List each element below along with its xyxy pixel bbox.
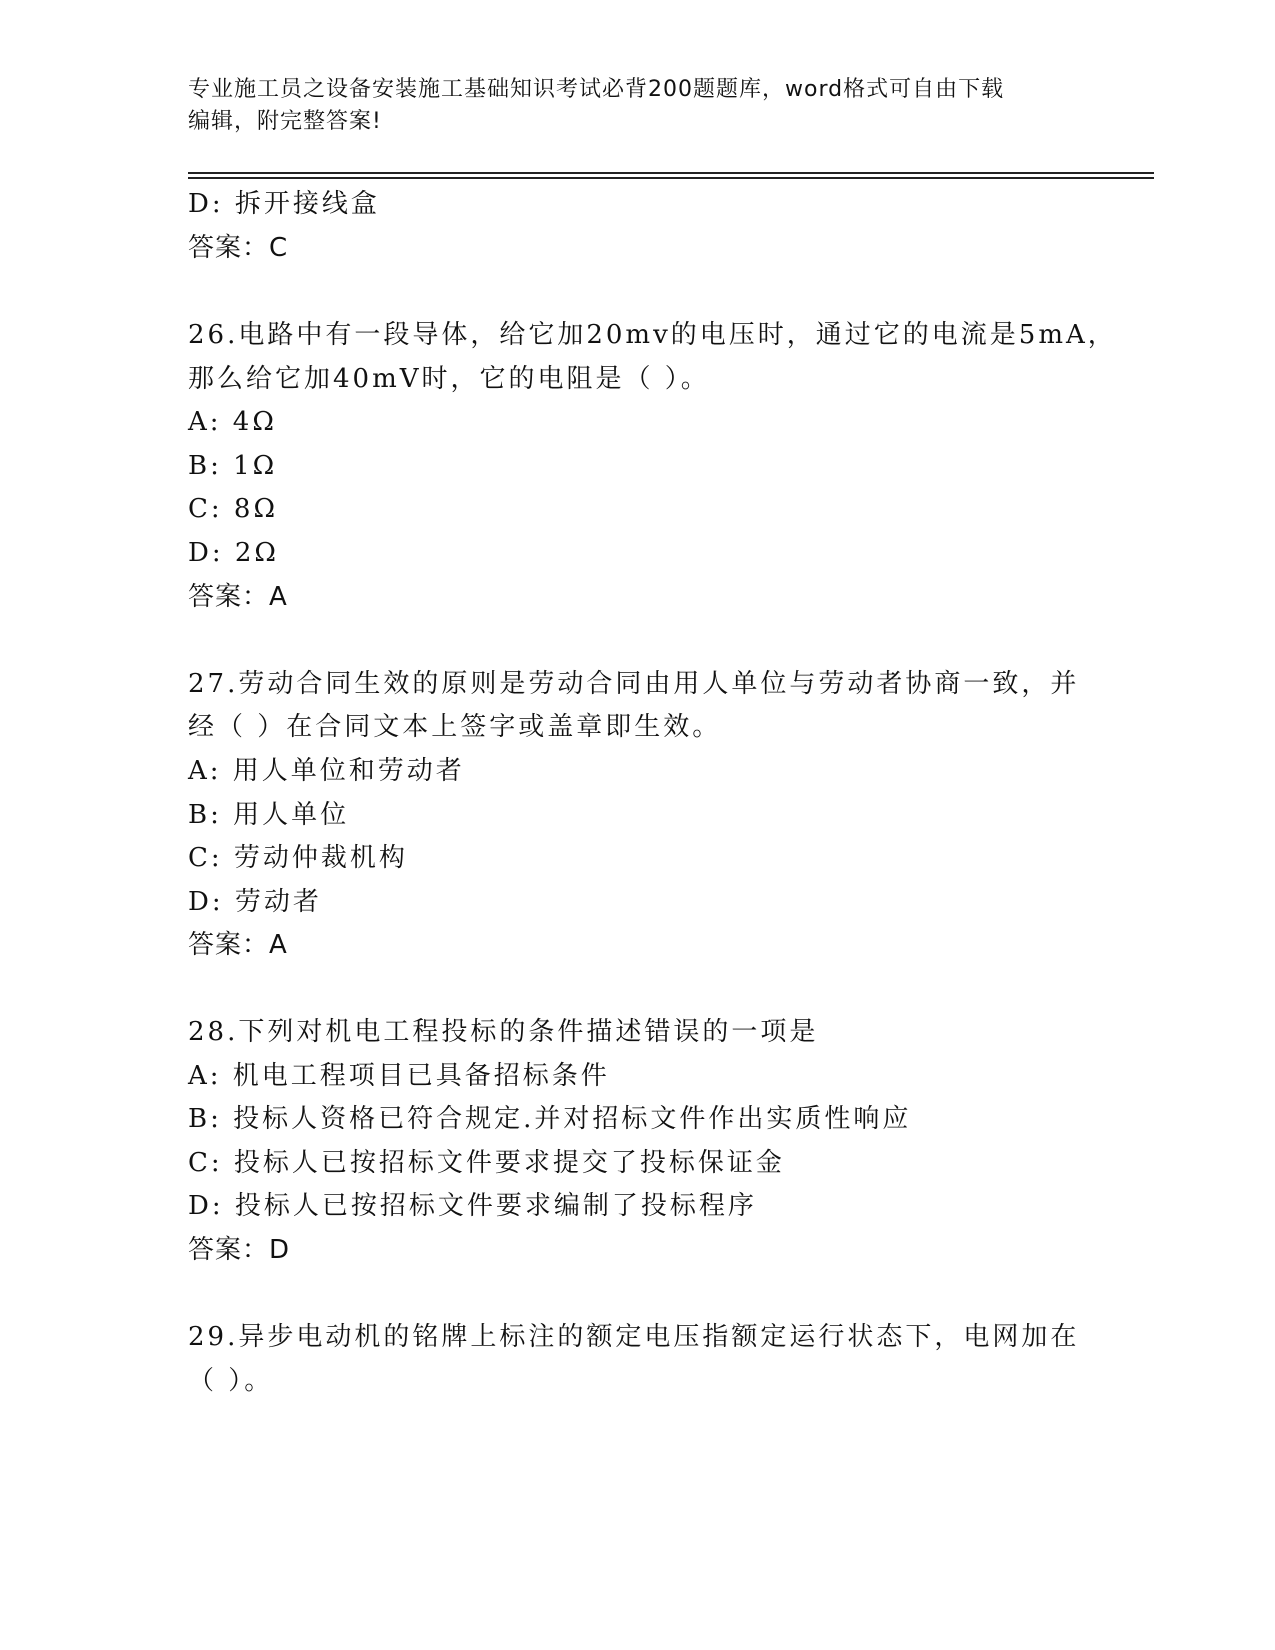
- q27-option-d: D: 劳动者: [188, 887, 322, 917]
- q26-answer: 答案：A: [188, 582, 288, 612]
- header-divider-bottom: [188, 177, 1154, 179]
- q27-line-2: 经（ ）在合同文本上签字或盖章即生效。: [188, 712, 722, 742]
- q28-option-b: B: 投标人资格已符合规定.并对招标文件作出实质性响应: [188, 1104, 912, 1134]
- q28-option-d: D: 投标人已按招标文件要求编制了投标程序: [188, 1191, 757, 1221]
- q29-line-1: 29.异步电动机的铭牌上标注的额定电压指额定运行状态下，电网加在: [188, 1322, 1080, 1352]
- header-line-2: 编辑，附完整答案!: [188, 109, 382, 134]
- header-divider-top: [188, 172, 1154, 174]
- q26-option-c: C: 8Ω: [188, 494, 279, 524]
- q27-option-b: B: 用人单位: [188, 800, 350, 830]
- q28-option-a: A: 机电工程项目已具备招标条件: [188, 1061, 610, 1091]
- q27-line-1: 27.劳动合同生效的原则是劳动合同由用人单位与劳动者协商一致，并: [188, 669, 1080, 699]
- q28-option-c: C: 投标人已按招标文件要求提交了投标保证金: [188, 1148, 785, 1178]
- q26-line-2: 那么给它加40mV时，它的电阻是（ ）。: [188, 364, 710, 394]
- q27-answer: 答案：A: [188, 930, 288, 960]
- q26-option-d: D: 2Ω: [188, 538, 279, 568]
- q28-answer: 答案：D: [188, 1235, 291, 1265]
- q27-option-c: C: 劳动仲裁机构: [188, 843, 408, 873]
- q27-option-a: A: 用人单位和劳动者: [188, 756, 465, 786]
- q26-line-1: 26.电路中有一段导体，给它加20mv的电压时，通过它的电流是5mA，: [188, 320, 1117, 350]
- q26-option-b: B: 1Ω: [188, 451, 278, 481]
- document-header: [188, 74, 1088, 138]
- q28-line-1: 28.下列对机电工程投标的条件描述错误的一项是: [188, 1017, 819, 1047]
- q26-option-a: A: 4Ω: [188, 407, 277, 437]
- q29-line-2: （ ）。: [188, 1366, 274, 1396]
- prev-answer: 答案：C: [188, 233, 289, 263]
- prev-option-d: D: 拆开接线盒: [188, 189, 380, 219]
- header-line-1: 专业施工员之设备安装施工基础知识考试必背200题题库，word格式可自由下载: [188, 77, 1005, 102]
